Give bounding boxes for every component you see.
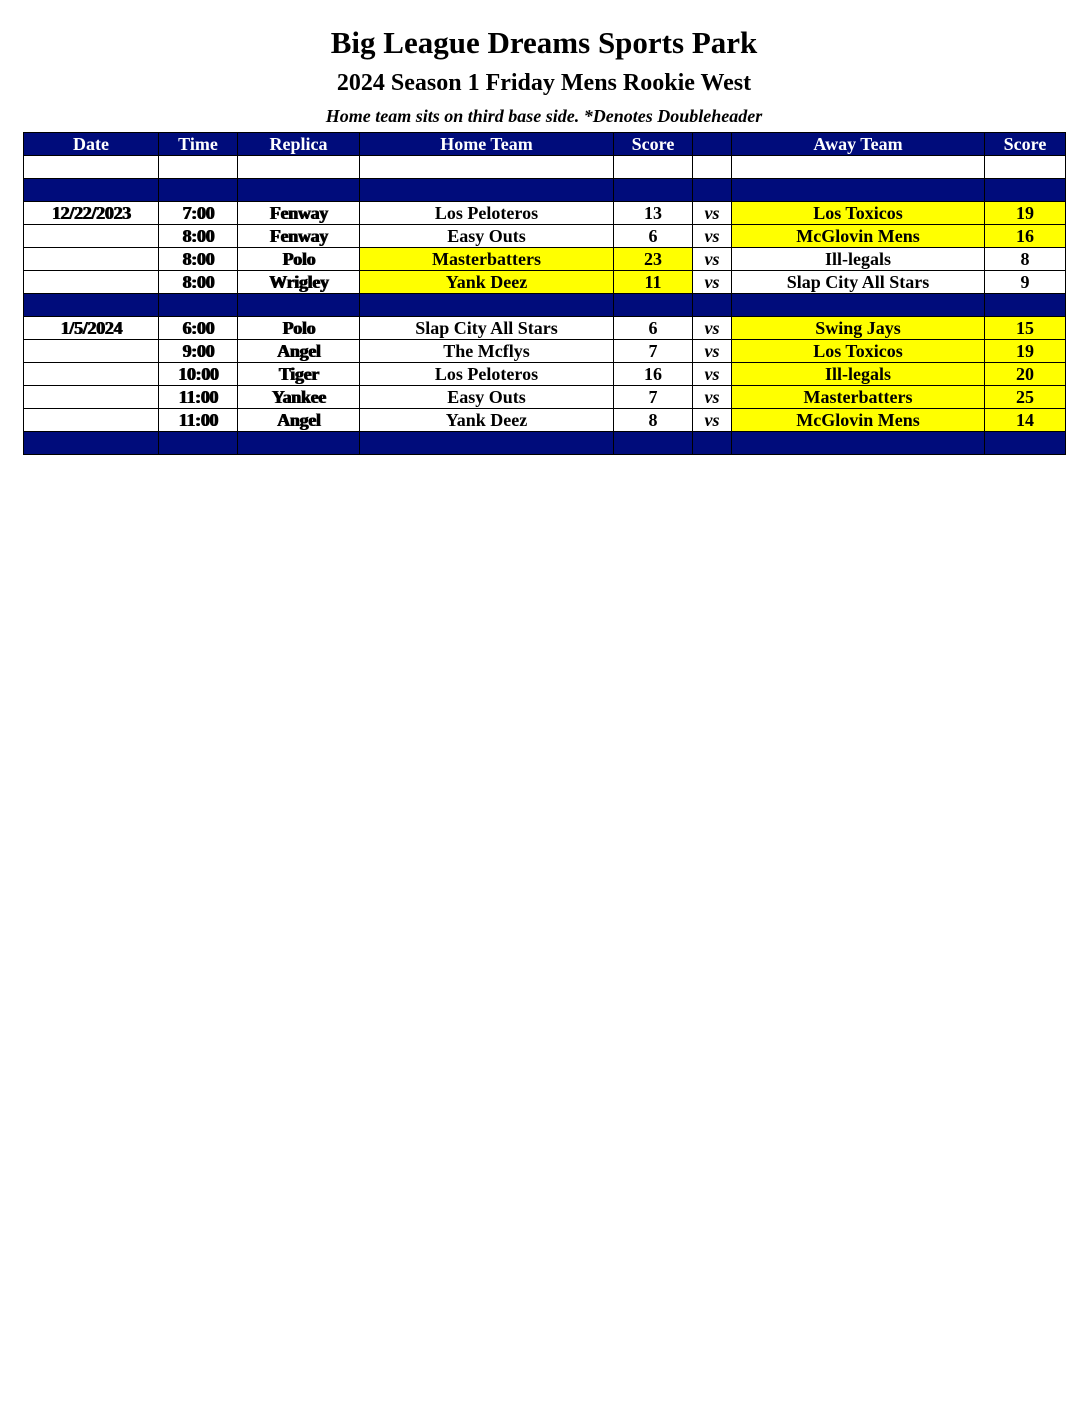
empty-cell [614, 179, 693, 202]
cell-replica: Angel [238, 340, 360, 363]
cell-replica: Fenway [238, 225, 360, 248]
vs-label: vs [693, 202, 732, 225]
empty-cell [238, 156, 360, 179]
empty-cell [238, 432, 360, 455]
cell-home-team: Easy Outs [360, 386, 614, 409]
cell-away-team: Los Toxicos [732, 340, 985, 363]
cell-home-team: Masterbatters [360, 248, 614, 271]
section-divider-row [24, 432, 1066, 455]
cell-date [24, 271, 159, 294]
cell-away-team: Swing Jays [732, 317, 985, 340]
empty-cell [732, 432, 985, 455]
cell-time: 10:00 [159, 363, 238, 386]
cell-home-score: 7 [614, 340, 693, 363]
cell-home-team: Los Peloteros [360, 363, 614, 386]
table-row [24, 271, 1066, 294]
cell-home-score: 6 [614, 225, 693, 248]
table-header-row [24, 133, 1066, 156]
table-row [24, 340, 1066, 363]
col-header-date: Date [24, 133, 159, 156]
cell-away-score: 25 [985, 386, 1066, 409]
cell-away-team: Ill-legals [732, 248, 985, 271]
schedule-note: Home team sits on third base side. *Denotes Doubleheader [325, 106, 763, 126]
cell-away-team: Ill-legals [732, 363, 985, 386]
empty-cell [732, 294, 985, 317]
cell-away-score: 15 [985, 317, 1066, 340]
cell-date [24, 340, 159, 363]
table-row [24, 363, 1066, 386]
table-row [24, 317, 1066, 340]
cell-replica: Angel [238, 409, 360, 432]
cell-date: 12/22/2023 [24, 202, 159, 225]
cell-home-team: Los Peloteros [360, 202, 614, 225]
table-row [24, 386, 1066, 409]
cell-time: 11:00 [159, 386, 238, 409]
table-row [24, 409, 1066, 432]
cell-home-score: 11 [614, 271, 693, 294]
cell-home-team: Slap City All Stars [360, 317, 614, 340]
cell-away-team: Los Toxicos [732, 202, 985, 225]
empty-cell [732, 179, 985, 202]
empty-cell [159, 156, 238, 179]
empty-cell [24, 179, 159, 202]
cell-away-score: 19 [985, 202, 1066, 225]
cell-replica: Wrigley [238, 271, 360, 294]
empty-cell [985, 179, 1066, 202]
cell-time: 11:00 [159, 409, 238, 432]
cell-time: 8:00 [159, 271, 238, 294]
empty-cell [614, 294, 693, 317]
empty-cell [24, 294, 159, 317]
empty-cell [614, 156, 693, 179]
cell-away-team: McGlovin Mens [732, 409, 985, 432]
empty-cell [614, 432, 693, 455]
cell-home-team: Easy Outs [360, 225, 614, 248]
schedule-table [23, 132, 1066, 455]
empty-cell [985, 156, 1066, 179]
col-header-away-score: Score [985, 133, 1066, 156]
cell-home-score: 8 [614, 409, 693, 432]
cell-replica: Polo [238, 317, 360, 340]
cell-time: 7:00 [159, 202, 238, 225]
section-divider-row [24, 179, 1066, 202]
cell-date [24, 386, 159, 409]
cell-away-score: 20 [985, 363, 1066, 386]
cell-replica: Polo [238, 248, 360, 271]
cell-time: 6:00 [159, 317, 238, 340]
schedule-body [24, 156, 1066, 455]
cell-date [24, 248, 159, 271]
cell-replica: Yankee [238, 386, 360, 409]
table-row [24, 202, 1066, 225]
cell-home-team: Yank Deez [360, 271, 614, 294]
vs-label: vs [693, 363, 732, 386]
empty-cell [360, 156, 614, 179]
cell-home-score: 7 [614, 386, 693, 409]
cell-away-team: McGlovin Mens [732, 225, 985, 248]
empty-cell [159, 432, 238, 455]
col-header-replica: Replica [238, 133, 360, 156]
cell-replica: Tiger [238, 363, 360, 386]
cell-away-score: 19 [985, 340, 1066, 363]
col-header-vs [693, 133, 732, 156]
vs-label: vs [693, 386, 732, 409]
page-subtitle: 2024 Season 1 Friday Mens Rookie West [336, 70, 752, 96]
col-header-time: Time [159, 133, 238, 156]
vs-label: vs [693, 409, 732, 432]
cell-home-team: The Mcflys [360, 340, 614, 363]
cell-away-team: Slap City All Stars [732, 271, 985, 294]
col-header-away-team: Away Team [732, 133, 985, 156]
empty-cell [360, 432, 614, 455]
cell-date [24, 409, 159, 432]
empty-cell [238, 294, 360, 317]
page-title: Big League Dreams Sports Park [330, 25, 758, 60]
vs-label: vs [693, 340, 732, 363]
vs-label: vs [693, 225, 732, 248]
cell-home-score: 16 [614, 363, 693, 386]
empty-cell [732, 156, 985, 179]
empty-cell [985, 432, 1066, 455]
section-divider-row [24, 294, 1066, 317]
cell-home-score: 13 [614, 202, 693, 225]
empty-cell [985, 294, 1066, 317]
empty-cell [360, 294, 614, 317]
empty-cell [693, 179, 732, 202]
cell-time: 9:00 [159, 340, 238, 363]
cell-date: 1/5/2024 [24, 317, 159, 340]
col-header-home-team: Home Team [360, 133, 614, 156]
table-row [24, 225, 1066, 248]
empty-cell [159, 294, 238, 317]
cell-replica: Fenway [238, 202, 360, 225]
cell-home-score: 23 [614, 248, 693, 271]
cell-away-team: Masterbatters [732, 386, 985, 409]
cell-away-score: 16 [985, 225, 1066, 248]
cell-date [24, 363, 159, 386]
empty-cell [24, 156, 159, 179]
cell-time: 8:00 [159, 248, 238, 271]
empty-cell [159, 179, 238, 202]
vs-label: vs [693, 271, 732, 294]
cell-home-team: Yank Deez [360, 409, 614, 432]
empty-cell [693, 156, 732, 179]
empty-cell [24, 432, 159, 455]
col-header-home-score: Score [614, 133, 693, 156]
empty-cell [693, 432, 732, 455]
cell-home-score: 6 [614, 317, 693, 340]
cell-away-score: 9 [985, 271, 1066, 294]
cell-time: 8:00 [159, 225, 238, 248]
empty-cell [693, 294, 732, 317]
blank-row [24, 156, 1066, 179]
table-row [24, 248, 1066, 271]
cell-away-score: 8 [985, 248, 1066, 271]
cell-away-score: 14 [985, 409, 1066, 432]
empty-cell [238, 179, 360, 202]
vs-label: vs [693, 248, 732, 271]
vs-label: vs [693, 317, 732, 340]
cell-date [24, 225, 159, 248]
empty-cell [360, 179, 614, 202]
